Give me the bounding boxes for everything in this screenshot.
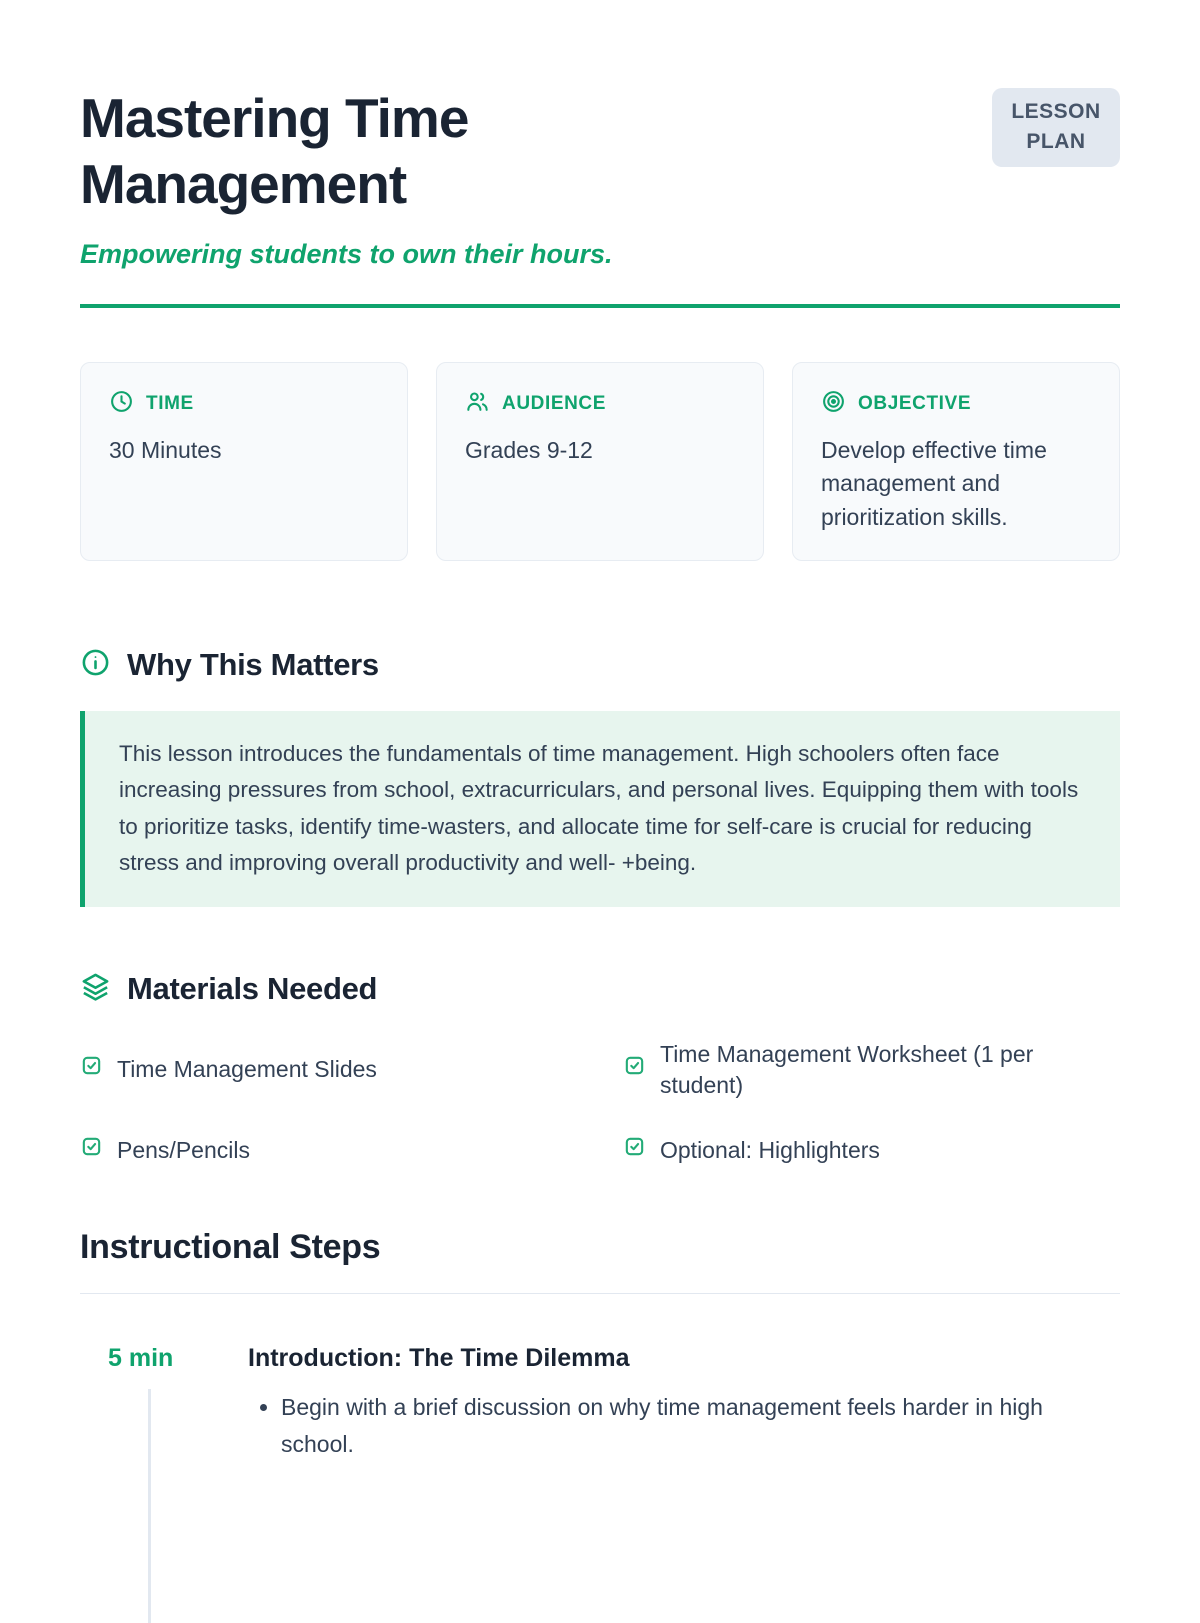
- check-icon: [80, 1054, 103, 1085]
- material-item: [80, 1054, 577, 1085]
- check-icon: [623, 1135, 646, 1166]
- audience-card: [436, 362, 764, 561]
- steps-divider: [80, 1293, 1120, 1294]
- instructional-steps-section: [80, 1228, 1120, 1623]
- audience-card-label: AUDIENCE: [502, 393, 607, 414]
- header-divider: [80, 304, 1120, 308]
- check-icon: [623, 1054, 646, 1085]
- why-section-title: Why This Matters: [127, 647, 379, 683]
- material-label: Optional: Highlighters: [660, 1136, 880, 1163]
- target-icon: [821, 389, 846, 419]
- step-bullet-list: [249, 1389, 1120, 1463]
- step-bullet: • Begin with a brief discussion on why time management feels harder in high school.: [281, 1389, 1120, 1463]
- audience-card-value: Grades 9-12: [465, 437, 593, 463]
- step-body: [148, 1389, 1120, 1623]
- time-card-value: 30 Minutes: [109, 437, 222, 463]
- steps-section-title: Instructional Steps: [80, 1227, 381, 1266]
- time-card: [80, 362, 408, 561]
- layers-icon: [80, 971, 111, 1007]
- objective-card-label: OBJECTIVE: [858, 393, 972, 414]
- info-cards: [80, 362, 1120, 561]
- check-icon: [80, 1135, 103, 1166]
- material-item: [80, 1135, 577, 1166]
- step-title: Introduction: The Time Dilemma: [248, 1343, 630, 1372]
- header: [80, 85, 1120, 217]
- users-icon: [465, 389, 490, 419]
- material-item: [623, 1135, 1120, 1166]
- material-label: Time Management Slides: [117, 1056, 377, 1083]
- time-card-label: TIME: [146, 393, 194, 414]
- why-callout: This lesson introduces the fundamentals of time management. High schoolers often face increasing pressures from school, extracurriculars, and personal lives. Equipping them with tools to prioritize tasks, identify time-wasters, and allocate time for self-care is crucial for reducing stress and improving overall productivity and well- +being.: [80, 711, 1120, 907]
- objective-card: [792, 362, 1120, 561]
- material-item: [623, 1039, 1120, 1101]
- clock-icon: [109, 389, 134, 419]
- materials-section-title: Materials Needed: [127, 970, 378, 1006]
- info-icon: [80, 647, 111, 683]
- lesson-plan-badge: LESSON PLAN: [992, 88, 1120, 167]
- materials-section: [80, 971, 1120, 1166]
- page-subtitle: Empowering students to own their hours.: [80, 239, 613, 269]
- step-1: [80, 1344, 1120, 1623]
- page-title: Mastering Time Management: [80, 87, 469, 215]
- materials-list: [80, 1039, 1120, 1166]
- material-label: Pens/Pencils: [117, 1136, 250, 1163]
- objective-card-value: Develop effective time management and prioritization skills.: [821, 437, 1047, 530]
- step-duration: 5 min: [108, 1343, 174, 1372]
- why-this-matters-section: [80, 647, 1120, 907]
- material-label: Time Management Worksheet (1 per student): [660, 1040, 1034, 1098]
